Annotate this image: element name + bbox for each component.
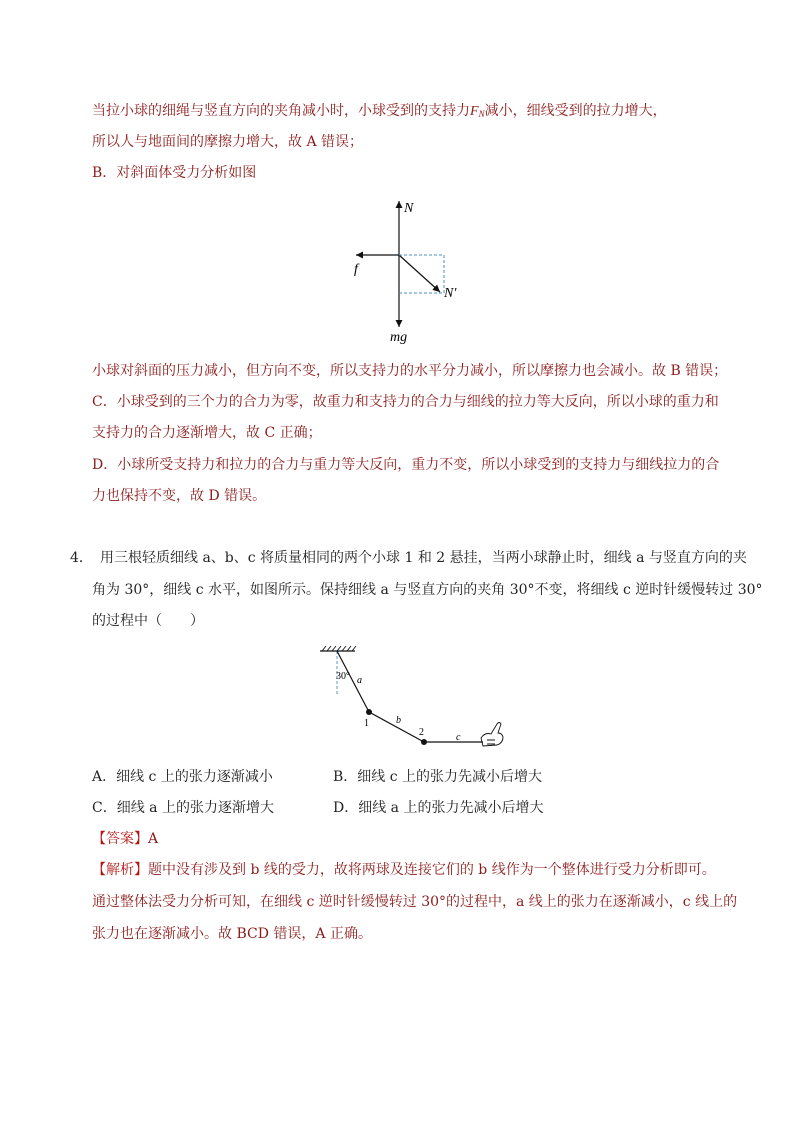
force-Nprime-arrow (399, 255, 440, 292)
analysis-line-2: 通过整体法受力分析可知，在细线 c 逆时针缓慢转过 30°的过程中，a 线上的张力在逐渐减小，c 线上的 (92, 894, 738, 910)
solution-line-7: D．小球所受支持力和拉力的合力与重力等大反向，重力不变，所以小球受到的支持力与细线拉力的合 (92, 457, 720, 473)
text-segment: 减小，细线受到的拉力增大， (484, 103, 667, 119)
option-A[interactable]: A．细线 c 上的张力逐渐减小 (92, 769, 273, 785)
solution-line-3: B．对斜面体受力分析如图 (92, 165, 257, 181)
label-ball-1: 1 (364, 718, 369, 729)
option-C[interactable]: C．细线 a 上的张力逐渐增大 (92, 800, 274, 816)
force-symbol-F: F (470, 104, 479, 119)
ball-2 (421, 739, 427, 745)
answer-tag: 【答案】 (92, 831, 148, 847)
label-N: N (404, 201, 414, 216)
label-f: f (354, 262, 358, 277)
text-segment: 当拉小球的细绳与竖直方向的夹角减小时，小球受到的支持力 (92, 103, 470, 119)
solution-line-5: C．小球受到的三个力的合力为零，故重力和支持力的合力与细线的拉力等大反向，所以小球的重力和 (92, 394, 719, 410)
analysis-line-1 (92, 860, 716, 880)
option-B[interactable]: B．细线 c 上的张力先减小后增大 (333, 769, 543, 785)
question-number: 4． (70, 550, 93, 566)
label-c: c (456, 732, 461, 743)
label-b: b (396, 715, 401, 726)
hand-icon (481, 723, 503, 747)
analysis-tag: 【解析】 (92, 862, 148, 878)
label-30deg: 30° (336, 671, 350, 682)
solution-line-4: 小球对斜面的压力减小，但方向不变，所以支持力的水平分力减小，所以摩擦力也会减小。故 B 错误； (92, 363, 728, 379)
solution-line-8: 力也保持不变，故 D 错误。 (92, 488, 267, 504)
label-ball-2: 2 (419, 727, 424, 738)
analysis-text-1: 题中没有涉及到 b 线的受力，故将两球及连接它们的 b 线作为一个整体进行受力分析即可。 (148, 862, 716, 878)
ball-1 (366, 709, 372, 715)
label-a: a (357, 675, 362, 686)
force-subscript-N: N (478, 109, 485, 119)
hanging-balls-figure (315, 645, 505, 750)
ceiling-hatch (322, 646, 356, 651)
solution-line-2: 所以人与地面间的摩擦力增大，故 A 错误； (92, 134, 364, 150)
question-line-1: 用三根轻质细线 a、b、c 将质量相同的两个小球 1 和 2 悬挂，当两小球静止时，细线 a 与竖直方向的夹 (100, 550, 747, 566)
answer-line (92, 829, 158, 849)
option-D[interactable]: D．细线 a 上的张力先减小后增大 (333, 800, 544, 816)
analysis-line-3: 张力也在逐渐减小。故 BCD 错误，A 正确。 (92, 926, 372, 942)
answer-value: A (148, 831, 159, 847)
question-line-3: 的过程中（ ） (92, 613, 204, 629)
solution-line-6: 支持力的合力逐渐增大，故 C 正确； (92, 425, 322, 441)
label-mg: mg (390, 330, 408, 345)
solution-line-1 (92, 101, 667, 124)
force-diagram (340, 195, 470, 345)
label-Nprime: N′ (444, 286, 457, 301)
question-line-2: 角为 30°，细线 c 水平，如图所示。保持细线 a 与竖直方向的夹角 30°不变，将细线 c 逆时针缓慢转过 30° (92, 582, 763, 598)
